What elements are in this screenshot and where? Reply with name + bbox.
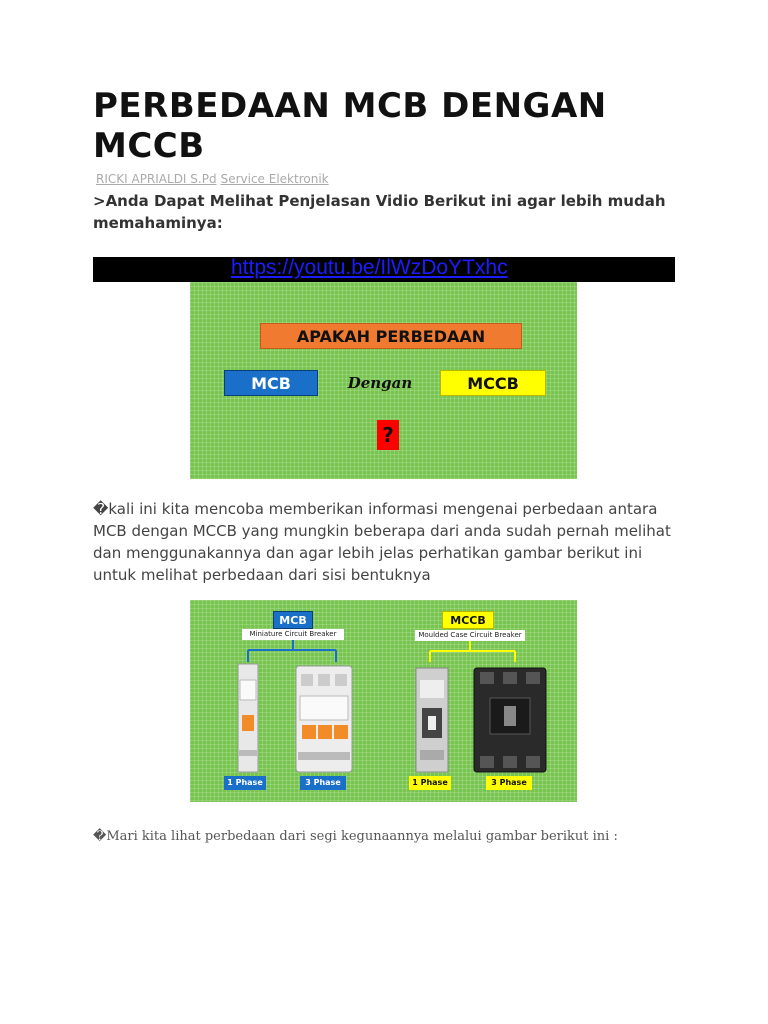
mccb-heading: MCCB	[442, 611, 494, 629]
body-paragraph: �kali ini kita mencoba memberikan informasi mengenai perbedaan antara MCB dengan MCCB yang mungkin beberapa dari anda sudah pernah melihat dan menggunakannya dan agar lebih jelas perhatikan gambar berikut ini untuk melihat perbedaan dari sisi bentuknya	[93, 500, 671, 584]
mccb-3phase-device	[474, 668, 546, 772]
banner-mcb-label: MCB	[224, 370, 318, 396]
mcb-subtitle: Miniature Circuit Breaker	[242, 629, 344, 640]
page-title: PERBEDAAN MCB DENGAN MCCB	[93, 86, 607, 166]
mccb-subtitle: Moulded Case Circuit Breaker	[415, 630, 525, 641]
mccb-bracket	[430, 641, 515, 662]
banner-dengan-label: Dengan	[347, 374, 413, 392]
mccb-1phase-label: 1 Phase	[409, 776, 451, 790]
banner-question-mark: ?	[377, 420, 399, 450]
usage-intro-text: �Mari kita lihat perbedaan dari segi kegunaannya melalui gambar berikut ini :	[93, 829, 618, 844]
mcb-3phase-label: 3 Phase	[300, 776, 346, 790]
category-link[interactable]: Service Elektronik	[220, 172, 329, 186]
mcb-bracket	[248, 640, 336, 662]
mcb-heading: MCB	[273, 611, 313, 629]
mccb-3phase-label: 3 Phase	[486, 776, 532, 790]
author-link[interactable]: RICKI APRIALDI S.Pd	[96, 172, 217, 186]
banner-title: APAKAH PERBEDAAN	[260, 323, 522, 349]
post-meta	[96, 172, 329, 186]
lead-text: >Anda Dapat Melihat Penjelasan Vidio Berikut ini agar lebih mudah memahaminya:	[93, 192, 666, 232]
breaker-shapes-image	[190, 600, 577, 802]
mcb-1phase-label: 1 Phase	[224, 776, 266, 790]
mcb-3phase-device	[296, 666, 352, 772]
comparison-banner-image	[190, 282, 577, 479]
mccb-1phase-device	[416, 668, 448, 772]
video-link[interactable]: https://youtu.be/IlWzDoYTxhc	[231, 256, 508, 279]
video-link-bar	[93, 257, 675, 282]
mcb-1phase-device	[238, 664, 258, 772]
banner-mccb-label: MCCB	[440, 370, 546, 396]
